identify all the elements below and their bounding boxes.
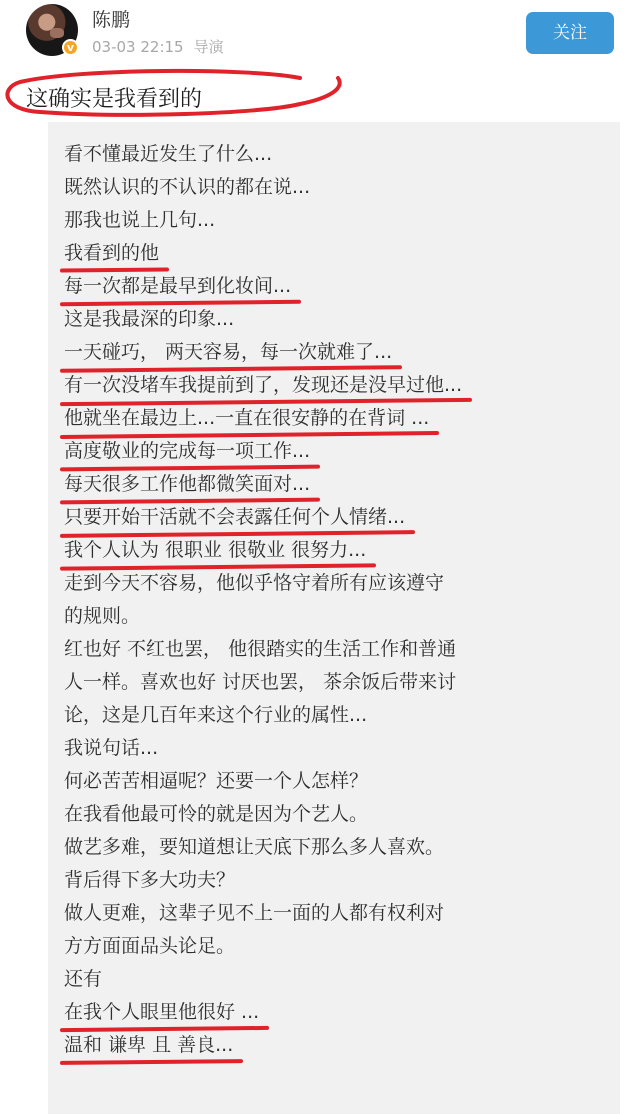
- text-line: [64, 831, 624, 864]
- text-line: [64, 303, 624, 336]
- text-line: [64, 600, 624, 633]
- text-line: [64, 930, 624, 963]
- text-line-content: 红也好 不红也罢， 他很踏实的生活工作和普通: [64, 638, 457, 660]
- text-line: [64, 204, 624, 237]
- text-line-content: 方方面面品头论足。: [64, 935, 236, 957]
- text-line: [64, 138, 624, 171]
- post-meta: [92, 36, 224, 57]
- text-line-content: 论，这是几百年来这个行业的属性...: [64, 704, 368, 726]
- text-line: [64, 567, 624, 600]
- text-line-content: 高度敬业的完成每一项工作...: [64, 440, 311, 462]
- user-title: 导演: [193, 38, 224, 56]
- text-line-content: 他就坐在最边上...一直在很安静的在背词 ...: [64, 407, 430, 429]
- post-text: 这确实是我看到的: [26, 87, 203, 112]
- screenshot-text-lines: [64, 138, 624, 1062]
- text-line-content: 温和 谦卑 且 善良...: [64, 1034, 234, 1056]
- post-date: 03-03 22:15: [92, 38, 184, 56]
- text-line-content: 每一次都是最早到化妆间...: [64, 275, 292, 297]
- text-line-content: 背后得下多大功夫？: [64, 869, 236, 891]
- text-line: [64, 1029, 624, 1062]
- text-line: [64, 171, 624, 204]
- text-line-content: 只要开始干活就不会表露任何个人情绪...: [64, 506, 406, 528]
- username[interactable]: 陈鹏: [92, 9, 131, 31]
- text-line: [64, 402, 624, 435]
- text-line: [64, 963, 624, 996]
- text-line: [64, 534, 624, 567]
- text-line-content: 我个人认为 很职业 很敬业 很努力...: [64, 539, 367, 561]
- text-line: [64, 435, 624, 468]
- text-line-content: 我说句话...: [64, 737, 159, 759]
- text-line-content: 何必苦苦相逼呢？还要一个人怎样？: [64, 770, 369, 792]
- text-line: [64, 732, 624, 765]
- text-line: [64, 864, 624, 897]
- text-line-content: 人一样。喜欢也好 讨厌也罢， 茶余饭后带来讨: [64, 671, 457, 693]
- text-line: [64, 666, 624, 699]
- text-line: [64, 798, 624, 831]
- text-line: [64, 633, 624, 666]
- text-line-content: 看不懂最近发生了什么...: [64, 143, 273, 165]
- text-line-content: 那我也说上几句...: [64, 209, 216, 231]
- text-line: [64, 501, 624, 534]
- text-line-content: 在我个人眼里他很好 ...: [64, 1001, 260, 1023]
- text-line-content: 走到今天不容易，他似乎恪守着所有应该遵守: [64, 572, 445, 594]
- post-header: [0, 0, 635, 70]
- text-line-content: 我看到的他: [64, 242, 160, 264]
- text-line-content: 一天碰巧， 两天容易，每一次就难了...: [64, 341, 393, 363]
- text-line: [64, 369, 624, 402]
- text-line-content: 做人更难，这辈子见不上一面的人都有权利对: [64, 902, 445, 924]
- text-line: [64, 270, 624, 303]
- text-line-content: 还有: [64, 968, 103, 990]
- verified-badge-icon: v: [62, 39, 79, 56]
- text-line: [64, 996, 624, 1029]
- text-line: [64, 237, 624, 270]
- text-line: [64, 336, 624, 369]
- text-line-content: 在我看他最可怜的就是因为个艺人。: [64, 803, 369, 825]
- text-line-content: 每天很多工作他都微笑面对...: [64, 473, 311, 495]
- text-line: [64, 699, 624, 732]
- follow-button[interactable]: 关注: [526, 12, 614, 54]
- text-line-content: 这是我最深的印象...: [64, 308, 235, 330]
- text-line: [64, 468, 624, 501]
- text-line-content: 的规则。: [64, 605, 141, 627]
- text-line-content: 做艺多难，要知道想让天底下那么多人喜欢。: [64, 836, 445, 858]
- text-line: [64, 897, 624, 930]
- text-line: [64, 765, 624, 798]
- text-line-content: 既然认识的不认识的都在说...: [64, 176, 311, 198]
- avatar-figure: [50, 28, 64, 38]
- text-line-content: 有一次没堵车我提前到了，发现还是没早过他...: [64, 374, 463, 396]
